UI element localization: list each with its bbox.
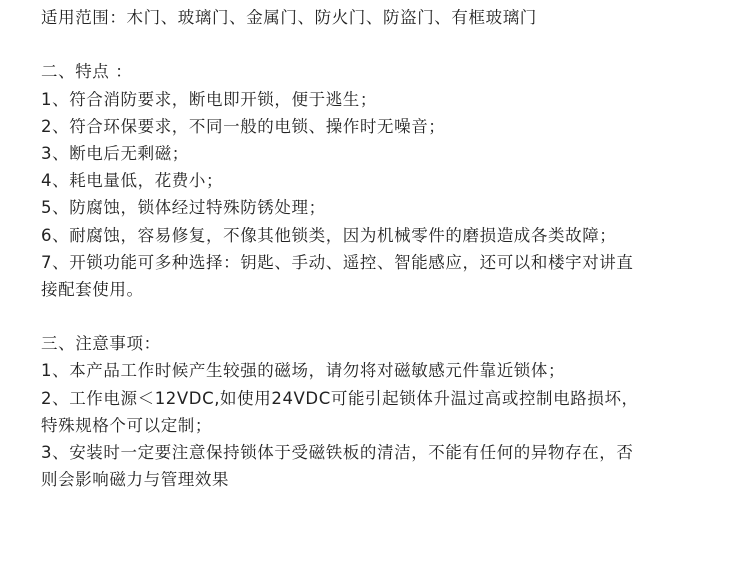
feature-item-continued: 接配套使用。 bbox=[41, 279, 144, 299]
note-item: 1、本产品工作时候产生较强的磁场，请勿将对磁敏感元件靠近锁体； bbox=[41, 361, 566, 381]
note-item: 3、安装时一定要注意保持锁体于受磁铁板的清洁，不能有任何的异物存在，否 bbox=[41, 443, 634, 462]
feature-item: 5、防腐蚀，锁体经过特殊防锈处理； bbox=[41, 198, 326, 218]
notes-heading: 三、注意事项： bbox=[41, 334, 161, 354]
section-spacer bbox=[41, 303, 711, 330]
note-item-continued: 则会影响磁力与管理效果 bbox=[41, 470, 230, 490]
feature-item: 7、开锁功能可多种选择：钥匙、手动、遥控、智能感应，还可以和楼宇对讲直 bbox=[41, 252, 634, 272]
product-description bbox=[41, 4, 711, 493]
feature-item: 6、耐腐蚀，容易修复，不像其他锁类，因为机械零件的磨损造成各类故障； bbox=[41, 225, 617, 245]
features-heading: 二、特点 ： bbox=[41, 62, 133, 82]
feature-item: 1、符合消防要求，断电即开锁，便于逃生； bbox=[41, 89, 377, 109]
section-spacer bbox=[41, 31, 711, 58]
note-item-continued: 特殊规格个可以定制； bbox=[41, 415, 212, 435]
note-item: 2、工作电源＜12VDC,如使用24VDC可能引起锁体升温过高或控制电路损坏， bbox=[41, 388, 639, 408]
feature-item: 4、耗电量低，花费小； bbox=[41, 171, 224, 191]
feature-item: 2、符合环保要求，不同一般的电锁、操作时无噪音； bbox=[41, 116, 446, 136]
scope-line: 适用范围：木门、玻璃门、金属门、防火门、防盗门、有框玻璃门 bbox=[41, 8, 537, 27]
feature-item: 3、断电后无剩磁； bbox=[41, 143, 189, 163]
